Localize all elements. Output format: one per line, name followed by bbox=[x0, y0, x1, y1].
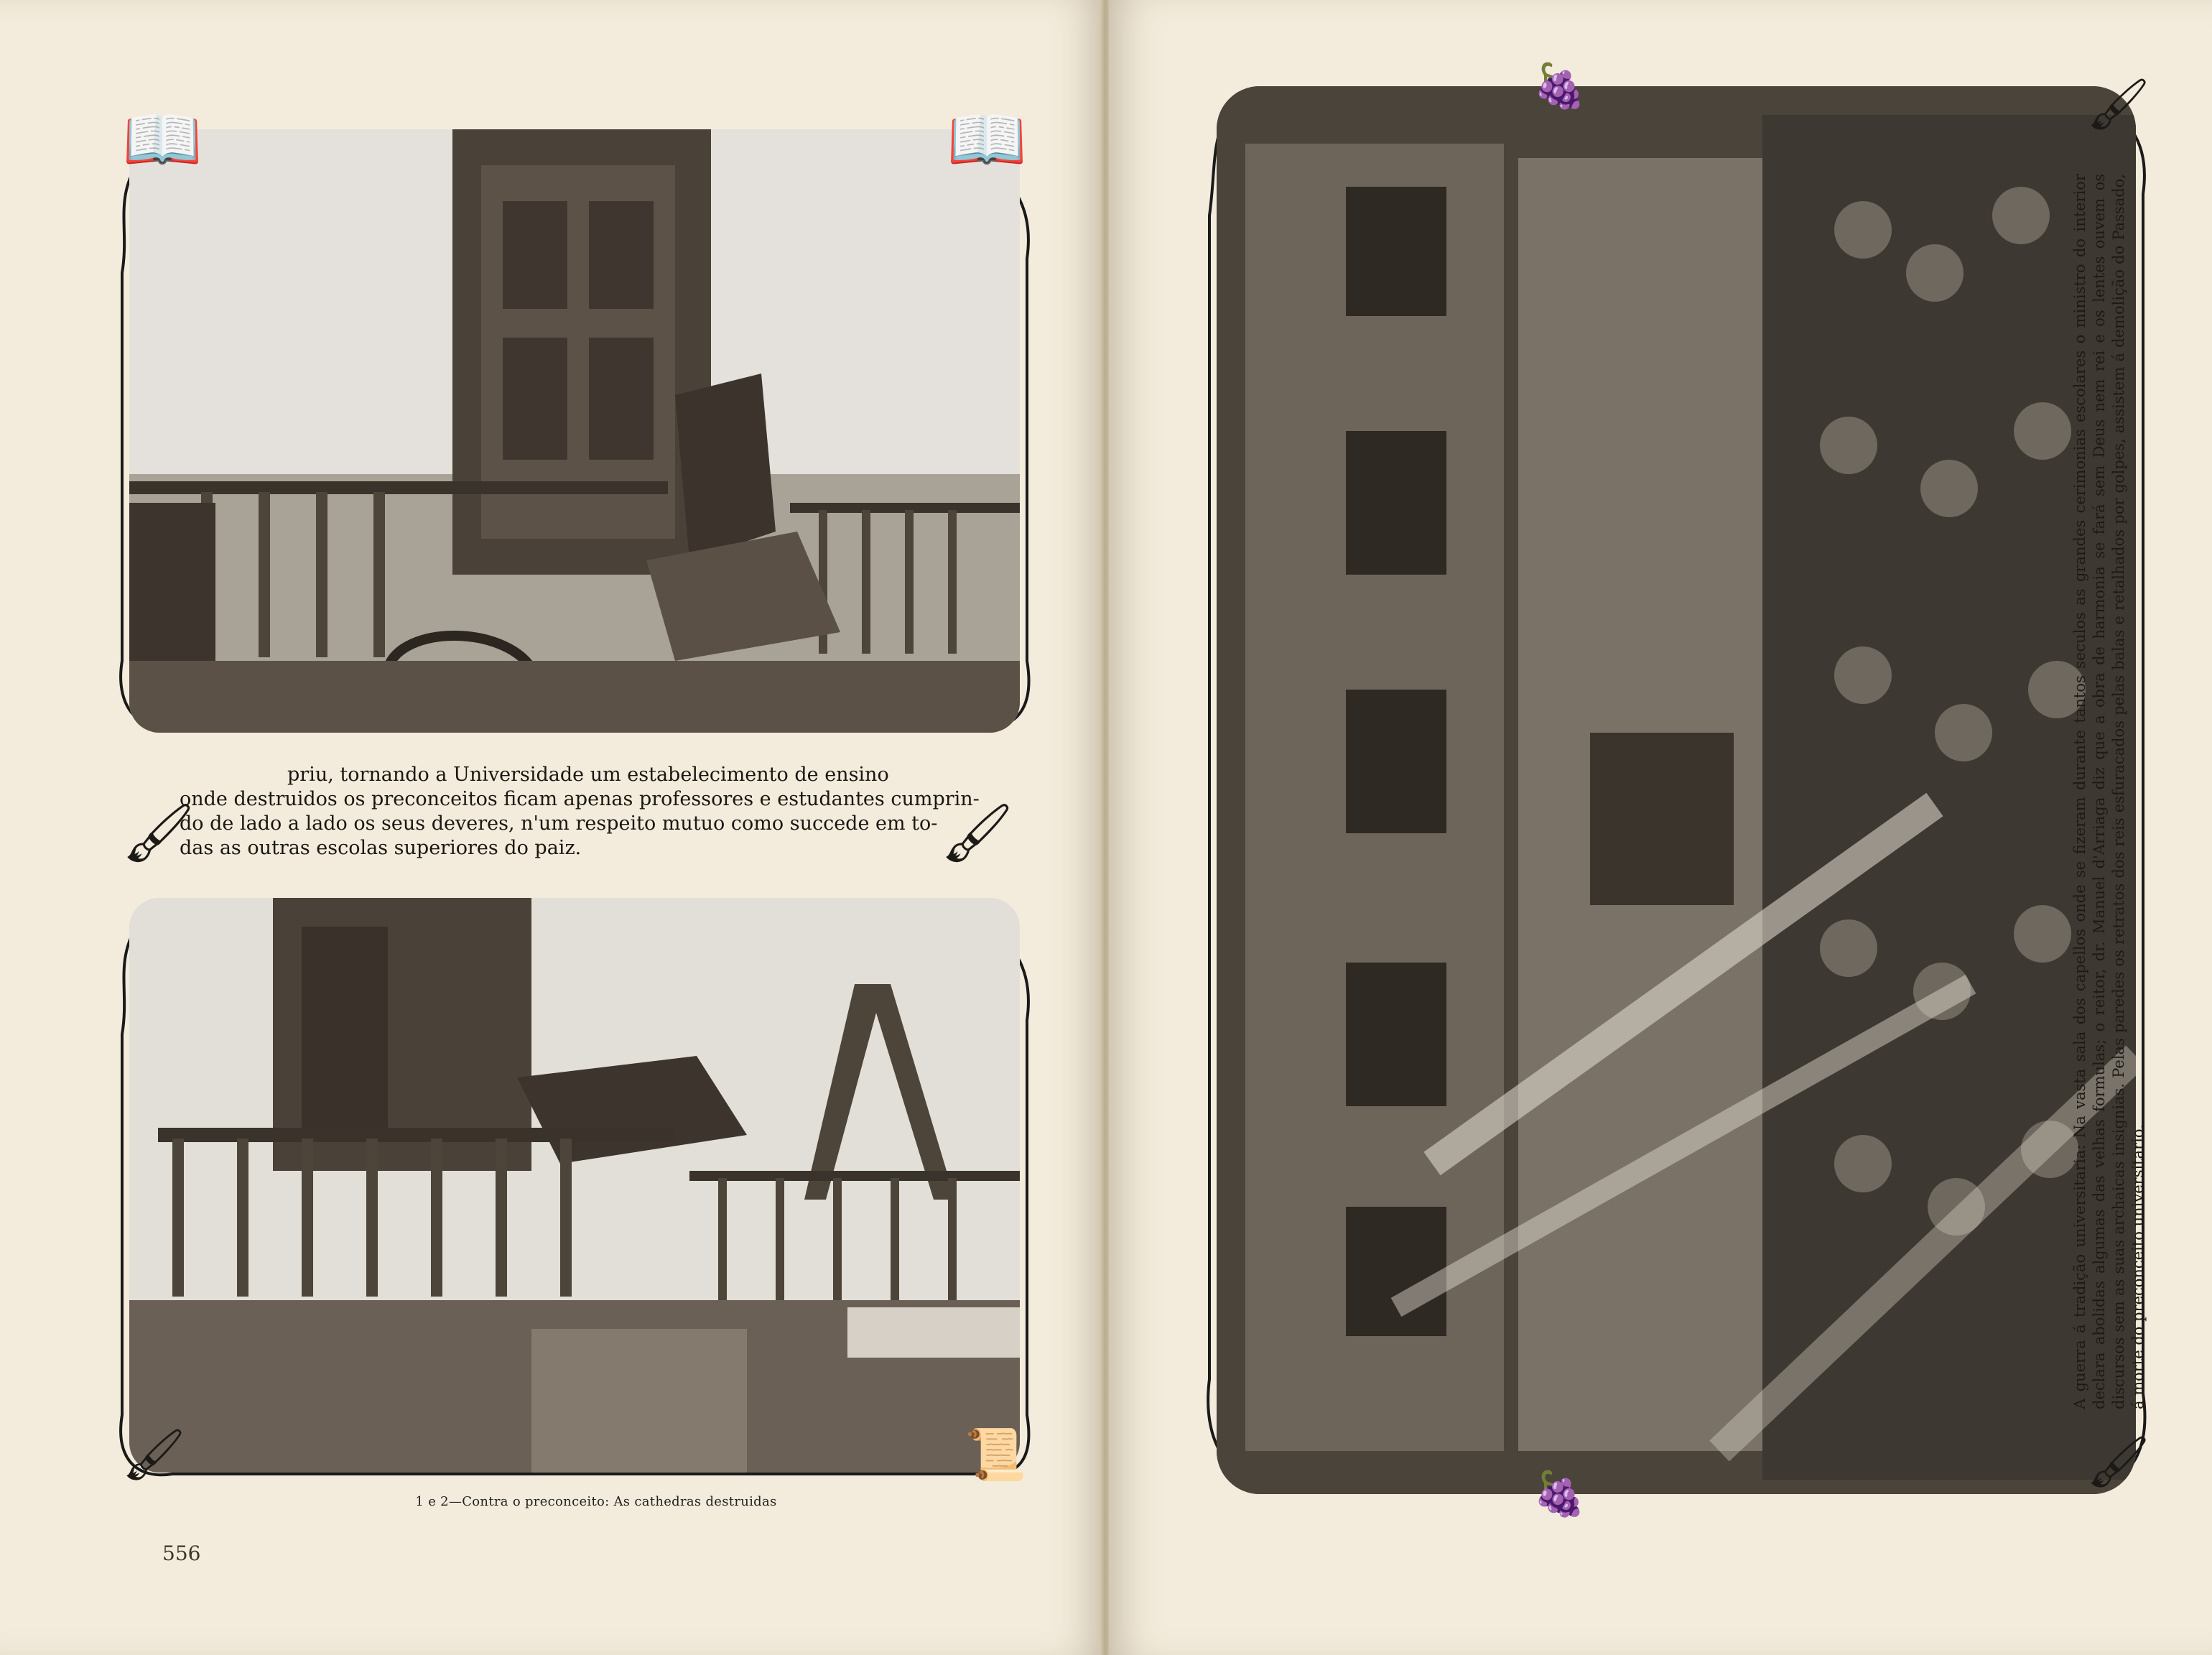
body-line: do de lado a lado os seus deveres, n'um respeito mutuo como succede em to- bbox=[180, 812, 938, 835]
assembly-hall-photo bbox=[1217, 86, 2136, 1494]
page-number: 556 bbox=[162, 1542, 201, 1565]
top-photo-frame bbox=[108, 102, 1041, 747]
assembly-hall-photo-frame bbox=[1195, 61, 2157, 1519]
article-body-text bbox=[180, 763, 1005, 861]
figure-caption: 1 e 2—Contra o preconceito: As cathedras destruidas bbox=[415, 1494, 777, 1509]
tassel-brush-icon: 🖌 bbox=[2086, 1432, 2150, 1491]
tassel-brush-icon: 🖌 bbox=[122, 1425, 186, 1484]
destroyed-cathedra-photo-2 bbox=[129, 898, 1020, 1473]
bottom-photo-frame bbox=[108, 884, 1041, 1494]
rotated-photo-caption: A guerra á tradição universitaria: Na vasta sala dos capellos onde se fizeram durante tantos seculos as grandes cerimonias escolares o ministro do interior declara abolidas algumas das velhas formulas; o reitor, dr. Manuel d'Arriaga diz que a obra de harmonia se fará sem Deus nem rei e os lentes ouvem os discursos sem as suas archaicas insignias. Pelas paredes os retratos dos reis esfuracados pelas balas e retalhados por golpes, assistem á demolição do Passado, á morte do preconceito universitario. bbox=[2071, 174, 2147, 1409]
tassel-brush-icon: 🖌 bbox=[2086, 75, 2150, 134]
body-line: das as outras escolas superiores do paiz. bbox=[180, 837, 582, 859]
body-line: priu, tornando a Universidade um estabelecimento de ensino bbox=[287, 764, 889, 786]
grape-cluster-icon: 🍇 bbox=[1533, 61, 1586, 111]
tassel-brush-icon: 🖌 bbox=[122, 799, 195, 866]
grape-cluster-icon: 🍇 bbox=[1533, 1469, 1586, 1519]
scroll-ornament-icon: 📜 bbox=[964, 1425, 1027, 1484]
destroyed-cathedra-photo-1 bbox=[129, 129, 1020, 733]
left-page bbox=[0, 0, 1103, 1655]
open-book-icon: 📖 bbox=[122, 102, 203, 177]
tassel-brush-icon: 🖌 bbox=[941, 799, 1014, 866]
right-page bbox=[1109, 0, 2212, 1655]
body-line: onde destruidos os preconceitos ficam apenas professores e estudantes cumprin- bbox=[180, 788, 980, 810]
open-book-icon: 📖 bbox=[946, 102, 1027, 177]
